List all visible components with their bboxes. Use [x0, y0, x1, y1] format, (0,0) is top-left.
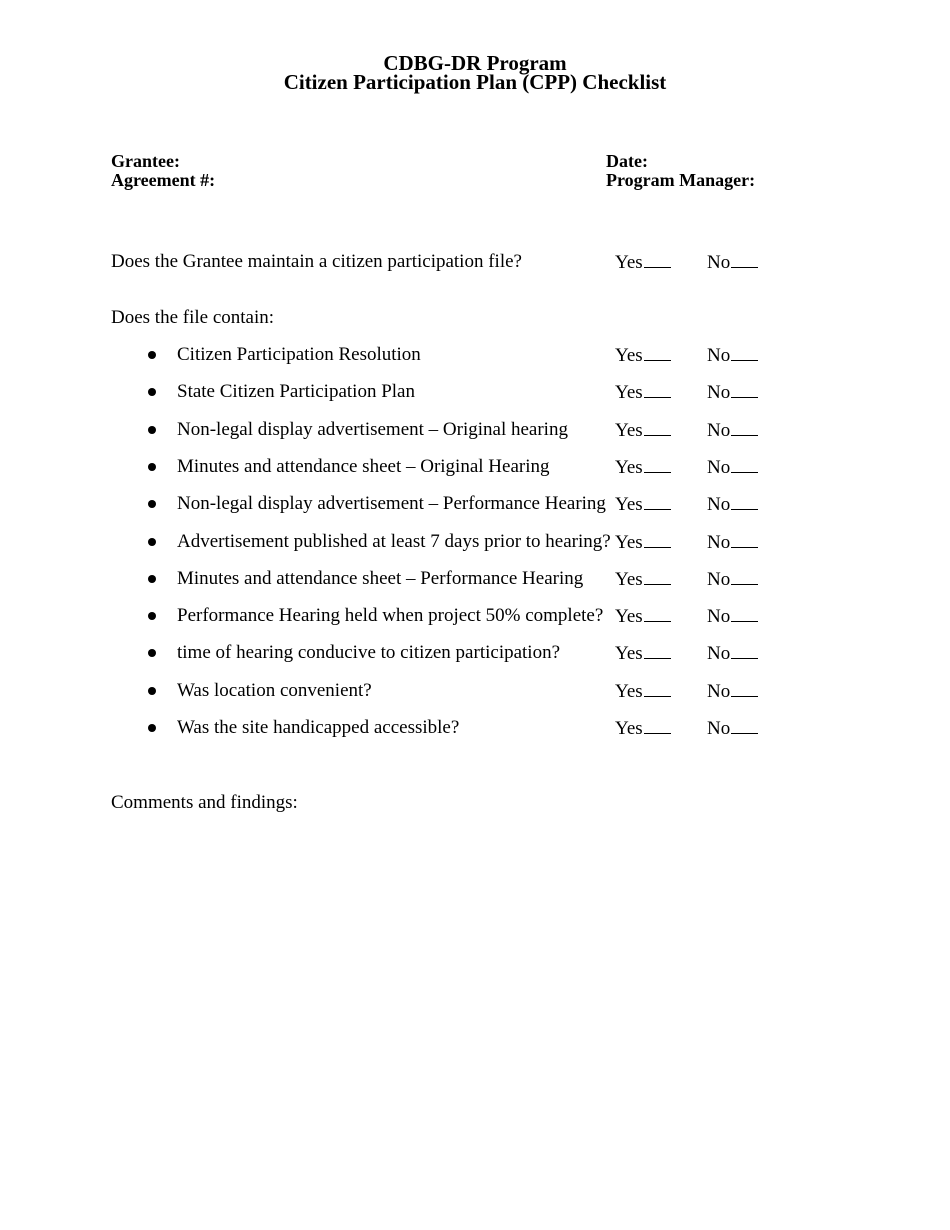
answer-blank [731, 493, 758, 510]
answer-blank [731, 642, 758, 659]
yes-option[interactable]: Yes [615, 381, 671, 404]
checklist-item-label: Performance Hearing held when project 50% complete? [177, 605, 604, 626]
yes-option[interactable]: Yes [615, 531, 671, 554]
checklist-item [0, 680, 950, 704]
yes-option[interactable]: Yes [615, 456, 671, 479]
yes-option[interactable]: Yes [615, 419, 671, 442]
no-option[interactable]: No [707, 605, 758, 628]
program-manager-label: Program Manager: [606, 170, 756, 190]
yes-option[interactable]: Yes [615, 642, 671, 665]
bullet-icon [148, 724, 156, 732]
answer-blank [644, 531, 671, 548]
answer-blank [731, 419, 758, 436]
answer-blank [731, 251, 758, 268]
answer-blank [731, 605, 758, 622]
bullet-icon [148, 612, 156, 620]
main-question-row [0, 251, 950, 275]
checklist-item-label: Advertisement published at least 7 days prior to hearing? [177, 531, 611, 552]
answer-blank [644, 381, 671, 398]
yes-option[interactable]: Yes [615, 493, 671, 516]
checklist-item [0, 605, 950, 629]
no-option[interactable]: No [707, 381, 758, 404]
no-option[interactable]: No [707, 680, 758, 703]
answer-blank [644, 680, 671, 697]
bullet-icon [148, 649, 156, 657]
yes-option[interactable]: Yes [615, 717, 671, 740]
yes-option[interactable]: Yes [615, 344, 671, 367]
bullet-icon [148, 575, 156, 583]
answer-blank [644, 251, 671, 268]
bullet-icon [148, 351, 156, 359]
checklist-item-label: time of hearing conducive to citizen participation? [177, 642, 561, 663]
checklist-item [0, 531, 950, 555]
agreement-number-label: Agreement #: [111, 170, 216, 190]
checklist-item [0, 344, 950, 368]
file-contents-intro: Does the file contain: [111, 307, 275, 328]
checklist-item [0, 456, 950, 480]
yes-option[interactable]: Yes [615, 605, 671, 628]
bullet-icon [148, 538, 156, 546]
answer-blank [644, 493, 671, 510]
grantee-label: Grantee: [111, 151, 180, 171]
answer-blank [644, 419, 671, 436]
document-title: CDBG-DR Program [383, 51, 567, 75]
checklist-item-label: Non-legal display advertisement – Original hearing [177, 419, 568, 440]
checklist-item-label: Was location convenient? [177, 680, 372, 701]
answer-blank [644, 568, 671, 585]
bullet-icon [148, 687, 156, 695]
checklist-item [0, 381, 950, 405]
bullet-icon [148, 463, 156, 471]
answer-blank [731, 344, 758, 361]
checklist-item [0, 568, 950, 592]
yes-option[interactable]: Yes [615, 568, 671, 591]
answer-blank [644, 717, 671, 734]
checklist-item [0, 717, 950, 741]
document-subtitle: Citizen Participation Plan (CPP) Checklist [283, 70, 667, 94]
no-option[interactable]: No [707, 642, 758, 665]
comments-label: Comments and findings: [111, 792, 298, 813]
no-option[interactable]: No [707, 531, 758, 554]
answer-blank [731, 680, 758, 697]
no-option[interactable]: No [707, 717, 758, 740]
date-label: Date: [606, 151, 648, 171]
checklist-item [0, 642, 950, 666]
checklist-item [0, 493, 950, 517]
checklist-item-label: Minutes and attendance sheet – Performance Hearing [177, 568, 584, 589]
answer-blank [731, 717, 758, 734]
answer-blank [644, 344, 671, 361]
main-question-yes-option[interactable]: Yes [615, 251, 671, 274]
answer-blank [731, 531, 758, 548]
checklist-item-label: Minutes and attendance sheet – Original Hearing [177, 456, 550, 477]
no-option[interactable]: No [707, 419, 758, 442]
answer-blank [644, 642, 671, 659]
yes-option[interactable]: Yes [615, 680, 671, 703]
answer-blank [731, 381, 758, 398]
checklist-item-label: Citizen Participation Resolution [177, 344, 421, 365]
no-option[interactable]: No [707, 493, 758, 516]
main-question-no-option[interactable]: No [707, 251, 758, 274]
checklist-item-label: Was the site handicapped accessible? [177, 717, 460, 738]
no-option[interactable]: No [707, 344, 758, 367]
answer-blank [731, 568, 758, 585]
answer-blank [731, 456, 758, 473]
answer-blank [644, 605, 671, 622]
bullet-icon [148, 500, 156, 508]
checklist-item-label: State Citizen Participation Plan [177, 381, 415, 402]
main-question-text: Does the Grantee maintain a citizen participation file? [111, 251, 522, 272]
answer-blank [644, 456, 671, 473]
bullet-icon [148, 388, 156, 396]
checklist-item-label: Non-legal display advertisement – Performance Hearing [177, 493, 606, 514]
checklist-item [0, 419, 950, 443]
no-option[interactable]: No [707, 456, 758, 479]
bullet-icon [148, 426, 156, 434]
no-option[interactable]: No [707, 568, 758, 591]
